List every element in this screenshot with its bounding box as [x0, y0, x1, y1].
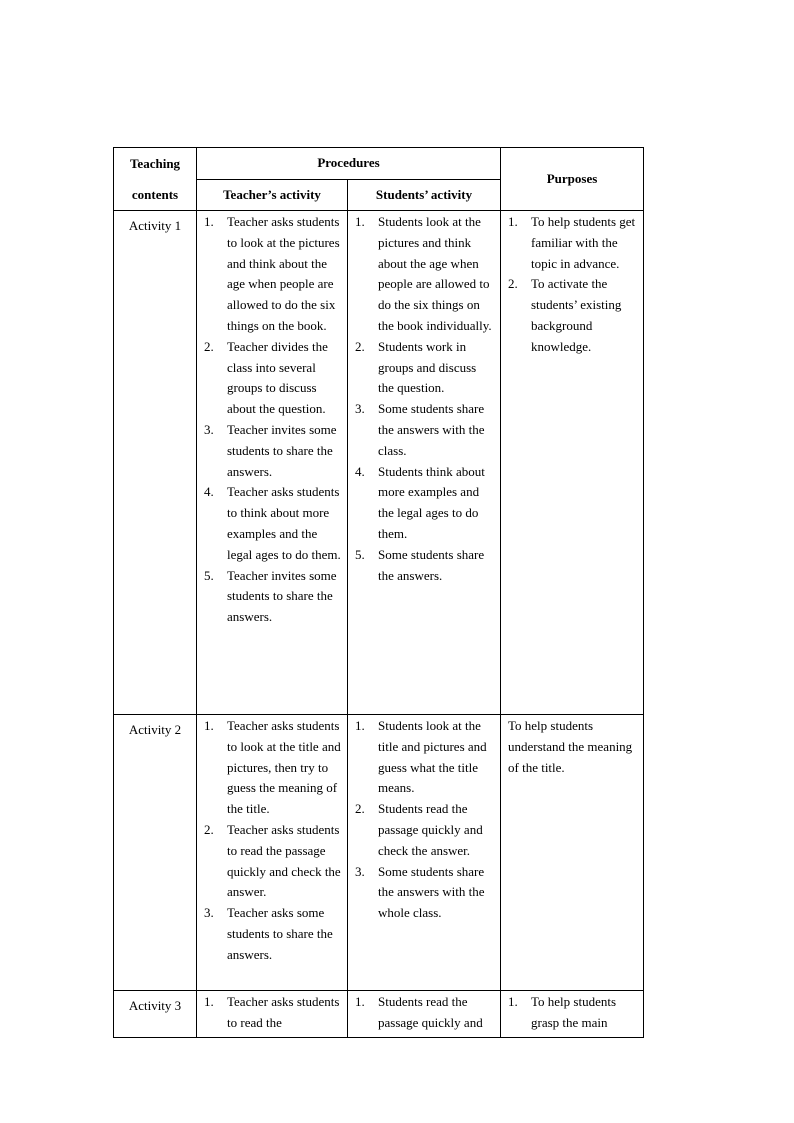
student-steps	[348, 716, 500, 924]
header-procedures: Procedures	[197, 148, 501, 180]
purpose-list	[501, 212, 643, 358]
activity-row	[114, 715, 644, 991]
purpose-text: To help students understand the meaning of the title.	[508, 718, 633, 775]
purpose-item: 1. To help students grasp the main	[508, 994, 617, 1030]
activity-label: Activity 1	[114, 211, 197, 715]
header-teacher-activity: Teacher’s activity	[197, 180, 348, 211]
step-item: 3. Teacher asks some students to share the answers.	[204, 905, 333, 962]
step-item: 3. Some students share the answers with the whole class.	[355, 863, 485, 921]
purpose-item: 2. To activate the students’ existing background knowledge.	[508, 276, 622, 354]
teacher-steps	[197, 716, 347, 966]
step-item: 5. Some students share the answers.	[355, 546, 485, 583]
header-teaching-line2: contents	[131, 187, 179, 202]
step-item: 2. Students work in groups and discuss the question.	[355, 338, 477, 396]
step-item: 1. Teacher asks students to read the	[204, 994, 340, 1030]
activity-label: Activity 2	[114, 715, 197, 991]
step-item: 2. Students read the passage quickly and check the answer.	[355, 801, 483, 858]
students-activity-cell	[348, 715, 501, 991]
purposes-cell	[501, 211, 644, 715]
lesson-plan-table	[113, 147, 644, 1038]
purpose-list	[501, 992, 643, 1033]
student-steps	[348, 212, 500, 586]
teacher-activity-cell	[197, 211, 348, 715]
step-item: 3. Some students share the answers with the class.	[355, 401, 485, 458]
activity-row	[114, 991, 644, 1038]
teacher-steps	[197, 212, 347, 628]
step-item: 4. Students think about more examples and the legal ages to do them.	[355, 463, 485, 541]
header-teaching-contents	[114, 148, 197, 211]
purpose-item: 1. To help students get familiar with the topic in advance.	[508, 214, 636, 271]
header-students-activity: Students’ activity	[348, 180, 501, 211]
step-item: 3. Teacher invites some students to share the answers.	[204, 421, 337, 479]
purposes-cell	[501, 991, 644, 1038]
activity-label: Activity 3	[114, 991, 197, 1038]
step-item: 5. Teacher invites some students to share the answers.	[204, 567, 337, 625]
students-activity-cell	[348, 991, 501, 1038]
step-item: 1. Students read the passage quickly and	[355, 994, 483, 1030]
teacher-activity-cell	[197, 991, 348, 1038]
header-teaching-line1: Teaching	[129, 156, 181, 171]
step-item: 2. Teacher asks students to read the passage quickly and check the answer.	[204, 821, 341, 900]
teacher-steps	[197, 992, 347, 1033]
step-item: 1. Teacher asks students to look at the pictures and think about the age when people are allowed to do the six things on the book.	[204, 214, 340, 333]
student-steps	[348, 992, 500, 1033]
students-activity-cell	[348, 211, 501, 715]
step-item: 2. Teacher divides the class into several groups to discuss about the question.	[204, 338, 328, 417]
header-purposes: Purposes	[501, 148, 644, 211]
step-item: 1. Students look at the pictures and think about the age when people are allowed to do the six things on the book individually.	[355, 214, 492, 333]
step-item: 1. Students look at the title and pictures and guess what the title means.	[355, 718, 487, 796]
teacher-activity-cell	[197, 715, 348, 991]
step-item: 1. Teacher asks students to look at the title and pictures, then try to guess the meaning of the title.	[204, 718, 341, 817]
activity-row	[114, 211, 644, 715]
step-item: 4. Teacher asks students to think about more examples and the legal ages to do them.	[204, 484, 341, 562]
purposes-cell	[501, 715, 644, 991]
